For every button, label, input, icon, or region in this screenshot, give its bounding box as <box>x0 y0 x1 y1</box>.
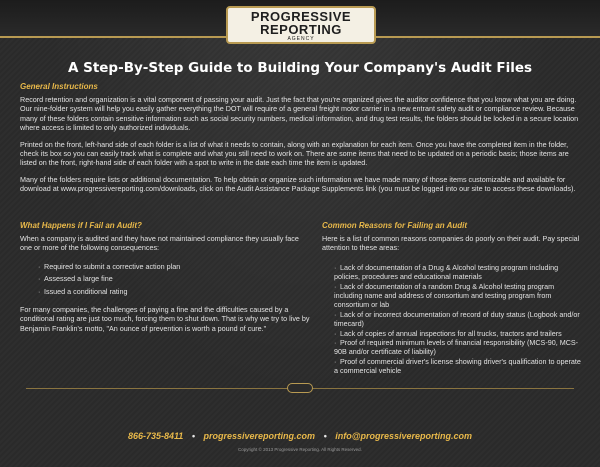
fail-audit-outro: For many companies, the challenges of paying a fine and the difficulties caused by a conditional rating are just too much, forcing them to shut down. That is why we try to live by Benjamin Franklin's motto, "An ounce of prevention is worth a pound of cure." <box>20 305 310 333</box>
separator: • <box>323 431 327 441</box>
list-item: · Issued a conditional rating <box>38 286 128 296</box>
common-reasons-intro: Here is a list of common reasons companies do poorly on their audit. Pay special attention to these areas: <box>322 234 580 253</box>
phone-number[interactable]: 866-735-8411 <box>127 431 184 441</box>
list-item: · Proof of commercial driver's license showing driver's qualification to operate a commercial vehicle <box>334 356 581 376</box>
logo-line-1: PROGRESSIVE <box>250 9 352 24</box>
list-item: · Lack of copies of annual inspections for all trucks, tractors and trailers <box>334 328 562 338</box>
common-reasons-section <box>322 221 584 376</box>
bullet-icon: · <box>334 338 337 348</box>
list-item: · Lack of documentation of a Drug & Alcohol testing program including policies, procedures and educational materials <box>334 262 559 282</box>
list-item: · Assessed a large fine <box>38 274 113 284</box>
fail-audit-heading: What Happens if I Fail an Audit? <box>20 221 142 230</box>
logo-line-3: AGENCY <box>287 36 315 42</box>
general-paragraph-2: Printed on the front, left-hand side of each folder is a list of what it needs to contain, along with an explanation for each item. Once you have the completed item in the folder, check its box so you can easily track what is complete and what you still need to work on. There are some items that need to be updated on a periodic basis; those items are listed on the front, right-hand side of each folder with a spot to write in the date each time the item is updated. <box>20 139 569 168</box>
company-logo <box>226 6 376 44</box>
bullet-icon: · <box>334 281 337 291</box>
footer-contact <box>0 431 600 441</box>
general-instructions-heading: General Instructions <box>20 82 98 91</box>
logo-line-2: REPORTING <box>260 22 342 37</box>
bullet-icon: · <box>334 309 337 319</box>
general-paragraph-1: Record retention and organization is a vital component of passing your audit. Just the fact that you're organized gives the auditor confidence that you know what you are doing. Our nine-folder system will help you easily gather everything the DOT will require of a general freight motor carrier in a new entrant safety audit or compliance review. Because many of these folders contain sensitive information such as social security numbers, medical information, and drug test results, the folders should be locked in a secure location where access is limited to only authorized individuals. <box>20 95 579 133</box>
general-instructions-section <box>20 82 582 201</box>
fail-audit-intro: When a company is audited and they have not maintained compliance they usually face one or more of the following consequences: <box>20 234 299 253</box>
divider-ornament-icon <box>287 383 313 393</box>
email-link[interactable]: info@progressivereporting.com <box>335 431 473 441</box>
bullet-icon: · <box>38 286 41 296</box>
consequences-list <box>38 262 310 296</box>
page-title: A Step-By-Step Guide to Building Your Company's Audit Files <box>67 60 533 76</box>
bullet-icon: · <box>334 356 337 366</box>
list-item: · Lack of documentation of a random Drug & Alcohol testing program including name and address of consortium and testing program from consortium or lab <box>334 281 555 310</box>
fail-audit-section <box>20 221 310 333</box>
separator: • <box>191 431 195 441</box>
list-item: · Lack of or incorrect documentation of record of duty status (Logbook and/or timecard) <box>334 309 580 329</box>
bullet-icon: · <box>38 261 41 271</box>
copyright-text: Copyright © 2013 Progressive Reporting. All Rights Reserved. <box>238 447 362 452</box>
general-paragraph-3: Many of the folders require lists or additional documentation. To help obtain or organize such information we have made many of those items customizable and available for download at www.progressivereporting.com/downloads, click on the Audit Assistance Package Supplements link (you must be logged into our site to access these downloads). <box>20 174 576 194</box>
reasons-list <box>334 263 584 376</box>
bullet-icon: · <box>334 262 337 272</box>
common-reasons-heading: Common Reasons for Failing an Audit <box>322 221 468 230</box>
list-item: · Proof of required minimum levels of financial responsibility (MCS-90, MCS-90B and/or certificate of liability) <box>334 338 579 357</box>
website-link[interactable]: progressivereporting.com <box>203 431 316 441</box>
list-item: · Required to submit a corrective action plan <box>38 261 181 271</box>
bullet-icon: · <box>334 328 337 338</box>
bullet-icon: · <box>38 274 41 284</box>
